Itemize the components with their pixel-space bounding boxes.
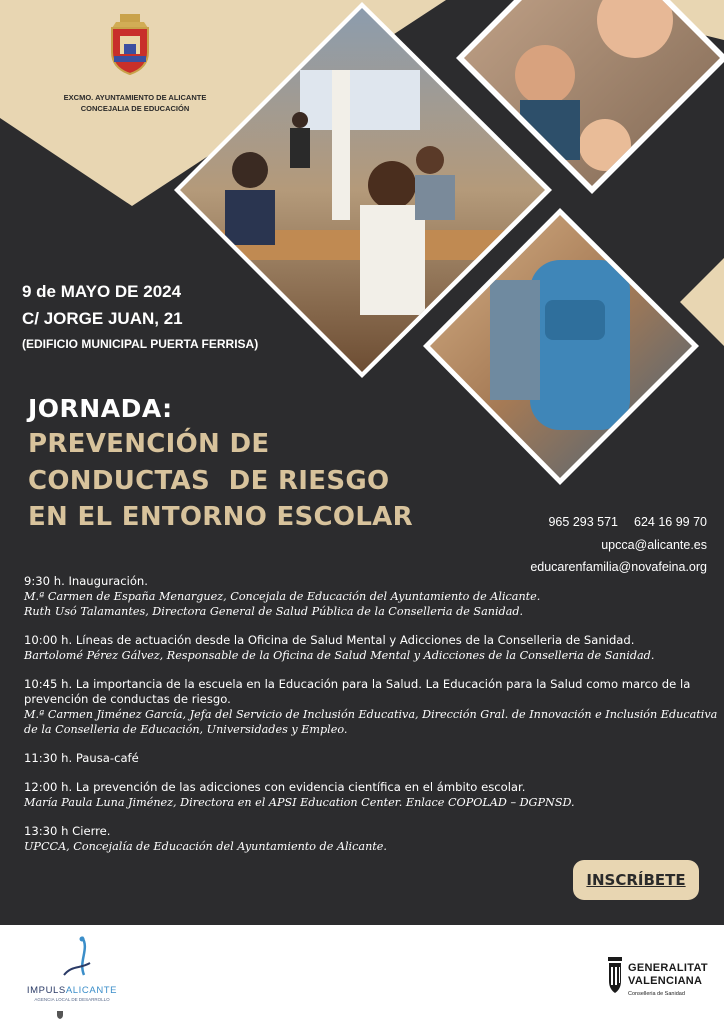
event-building: (EDIFICIO MUNICIPAL PUERTA FERRISA) — [22, 337, 259, 351]
program-item-heading: 12:00 h. La prevención de las adicciones con evidencia científica en el ámbito escolar. — [24, 780, 526, 794]
program-item — [24, 574, 720, 619]
program-item-heading: 11:30 h. Pausa-café — [24, 751, 139, 765]
program-item-heading: 10:00 h. Líneas de actuación desde la Oficina de Salud Mental y Adicciones de la Conselleria de Sanidad. — [24, 633, 635, 647]
phone-1[interactable]: 965 293 571 — [548, 515, 618, 529]
program-item-heading: 9:30 h. Inauguración. — [24, 574, 148, 588]
program-item-speaker: M.ª Carmen de España Menarguez, Concejala de Educación del Ayuntamiento de Alicante. — [24, 590, 541, 603]
impuls-alicante-logo-icon — [60, 935, 94, 983]
program-item — [24, 824, 720, 854]
generalitat-department: Conselleria de Sanidad — [628, 991, 685, 997]
program-item-speaker: Ruth Usó Talamantes, Directora General de Salud Pública de la Conselleria de Sanidad. — [24, 605, 524, 618]
right-shard — [680, 258, 724, 346]
email-upcca[interactable]: upcca@alicante.es — [601, 538, 707, 552]
contact-phones — [548, 515, 707, 529]
program-item — [24, 677, 720, 737]
register-button[interactable]: INSCRÍBETE — [573, 860, 699, 900]
org-line-2: CONCEJALIA DE EDUCACIÓN — [80, 104, 190, 113]
program-item-heading: 13:30 h Cierre. — [24, 824, 111, 838]
program-item — [24, 633, 720, 663]
generalitat-line-1: GENERALITAT — [628, 962, 708, 974]
program-item-speaker: UPCCA, Concejalía de Educación del Ayuntamiento de Alicante. — [24, 840, 387, 853]
event-street: C/ JORGE JUAN, 21 — [22, 309, 183, 328]
impuls-alicante-subtitle: AGENCIA LOCAL DE DESARROLLO — [34, 997, 110, 1002]
impuls-alicante-name: IMPULSALICANTE — [26, 985, 118, 996]
phone-2[interactable]: 624 16 99 70 — [634, 515, 707, 529]
org-line-1: EXCMO. AYUNTAMIENTO DE ALICANTE — [63, 93, 207, 102]
title-line-2: CONDUCTAS DE RIESGO — [28, 466, 390, 496]
generalitat-logo-icon — [606, 955, 624, 995]
email-educarenfamilia[interactable]: educarenfamilia@novafeina.org — [530, 560, 707, 574]
city-crest-icon — [106, 12, 154, 76]
program-item-speaker: María Paula Luna Jiménez, Directora en el APSI Education Center. Enlace COPOLAD – DGPNSD. — [24, 796, 575, 809]
program-item-heading: 10:45 h. La importancia de la escuela en la Educación para la Salud. La Educación para la Salud como marco de la prevención de conductas de riesgo. — [24, 677, 691, 706]
title-kicker: JORNADA: — [28, 394, 173, 423]
program-item-speaker: M.ª Carmen Jiménez García, Jefa del Servicio de Inclusión Educativa, Dirección Gral. de Innovación e Inclusión Educativa de la Conselleria de Educación, Universidades y Empleo. — [24, 708, 718, 736]
title-line-1: PREVENCIÓN DE — [28, 429, 270, 459]
small-crest-icon — [56, 1010, 64, 1019]
title-line-3: EN EL ENTORNO ESCOLAR — [28, 502, 413, 532]
program-list — [24, 574, 720, 868]
program-item — [24, 751, 720, 766]
event-date: 9 de MAYO DE 2024 — [22, 282, 182, 301]
program-item-speaker: Bartolomé Pérez Gálvez, Responsable de la Oficina de Salud Mental y Adicciones de la Conselleria de Sanidad. — [24, 649, 655, 662]
generalitat-line-2: VALENCIANA — [628, 975, 703, 987]
program-item — [24, 780, 720, 810]
